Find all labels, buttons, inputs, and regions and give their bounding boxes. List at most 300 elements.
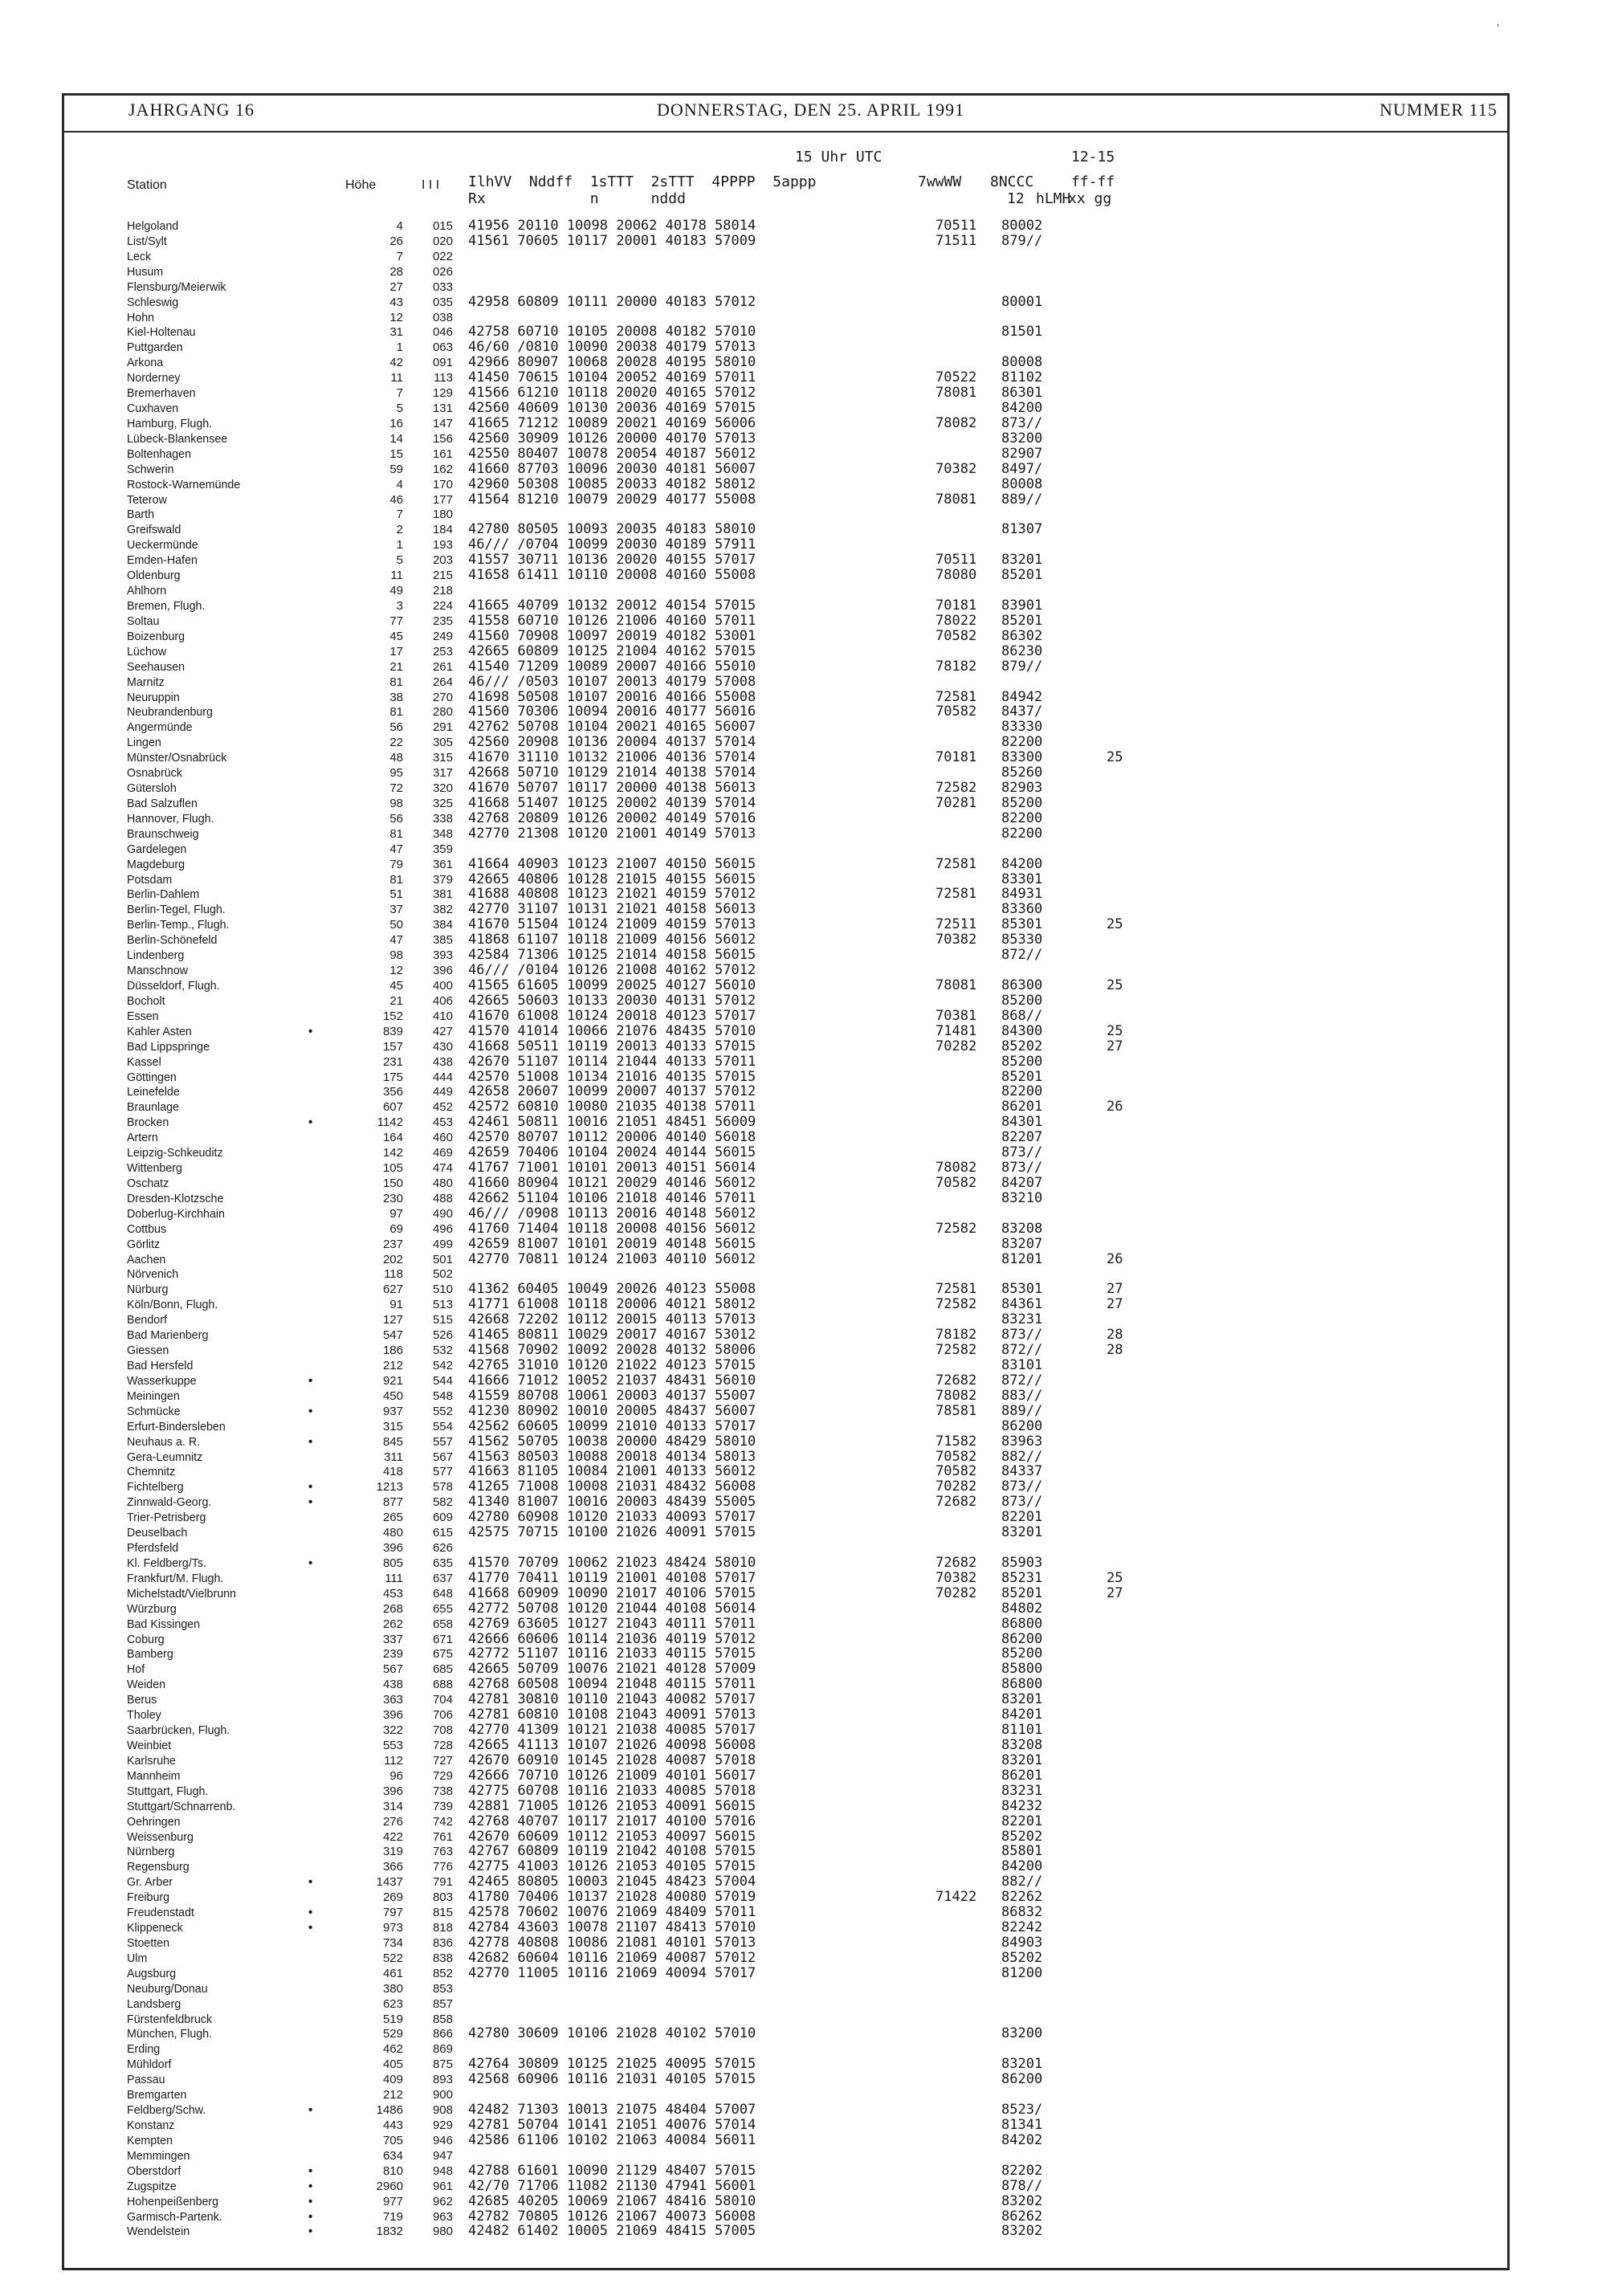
cell-syn: 41663 81105 10084 21001 40133 56012 bbox=[468, 1463, 756, 1480]
cell-id: 193 bbox=[432, 538, 453, 553]
cell-g8: 878// bbox=[1001, 2177, 1043, 2194]
cell-h: 81 bbox=[389, 872, 403, 887]
cell-g8: 82200 bbox=[1001, 810, 1043, 826]
table-row bbox=[0, 522, 1606, 537]
cell-name: Puttgarden bbox=[127, 341, 183, 355]
cell-g8: 83101 bbox=[1001, 1357, 1043, 1373]
table-row bbox=[0, 902, 1606, 917]
cell-name: Hannover, Flugh. bbox=[127, 811, 214, 826]
cell-name: Erfurt-Bindersleben bbox=[127, 1419, 226, 1433]
cell-id: 235 bbox=[432, 614, 453, 628]
cell-syn: 41563 80503 10088 20018 40134 58013 bbox=[468, 1448, 756, 1465]
cell-id: 264 bbox=[432, 675, 453, 689]
table-row bbox=[0, 1312, 1606, 1327]
table-row bbox=[0, 1115, 1606, 1130]
cell-g7: 78080 bbox=[935, 567, 977, 584]
cell-g7: 72582 bbox=[935, 1296, 977, 1313]
cell-syn: 41664 40903 10123 21007 40150 56015 bbox=[468, 855, 756, 872]
cell-syn: 41760 71404 10118 20008 40156 56012 bbox=[468, 1220, 756, 1237]
cell-g8: 81307 bbox=[1001, 521, 1043, 538]
table-row bbox=[0, 447, 1606, 462]
cell-h: 21 bbox=[389, 659, 403, 674]
cell-syn: 41562 50705 10038 20000 48429 58010 bbox=[468, 1433, 756, 1450]
cell-h: 1 bbox=[396, 341, 403, 355]
cell-h: 1 bbox=[396, 538, 403, 553]
table-row bbox=[0, 1920, 1606, 1935]
cell-id: 532 bbox=[432, 1344, 453, 1358]
cell-id: 161 bbox=[432, 447, 453, 461]
cell-id: 557 bbox=[432, 1434, 453, 1449]
cell-g8: 83201 bbox=[1001, 1752, 1043, 1768]
table-row bbox=[0, 1571, 1606, 1586]
cell-id: 727 bbox=[432, 1753, 453, 1768]
cell-ff: 27 bbox=[1107, 1296, 1123, 1313]
cell-id: 338 bbox=[432, 811, 453, 826]
cell-h: 877 bbox=[382, 1495, 403, 1510]
cell-name: Braunschweig bbox=[127, 826, 199, 841]
cell-g8: 83207 bbox=[1001, 1235, 1043, 1252]
table-row bbox=[0, 1707, 1606, 1723]
table-row bbox=[0, 264, 1606, 279]
cell-g8: 83202 bbox=[1001, 2223, 1043, 2240]
cell-ff: 28 bbox=[1107, 1327, 1123, 1344]
cell-name: Göttingen bbox=[127, 1070, 177, 1084]
cell-id: 671 bbox=[432, 1632, 453, 1646]
cell-id: 396 bbox=[432, 964, 453, 978]
cell-h: 547 bbox=[382, 1328, 403, 1343]
table-row bbox=[0, 1495, 1606, 1510]
cell-g7: 78081 bbox=[935, 977, 977, 993]
cell-g8: 83201 bbox=[1001, 2056, 1043, 2073]
table-row bbox=[0, 1753, 1606, 1768]
cell-syn: 42665 41113 10107 21026 40098 56008 bbox=[468, 1737, 756, 1753]
cell-id: 400 bbox=[432, 979, 453, 993]
cell-h: 12 bbox=[389, 310, 403, 324]
cell-h: 480 bbox=[382, 1526, 403, 1540]
cell-g8: 883// bbox=[1001, 1387, 1043, 1404]
cell-g7: 70381 bbox=[935, 1007, 977, 1024]
cell-id: 552 bbox=[432, 1404, 453, 1418]
cell-g8: 83231 bbox=[1001, 1782, 1043, 1799]
table-row bbox=[0, 2133, 1606, 2148]
cell-syn: 41561 70605 10117 20001 40183 57009 bbox=[468, 232, 756, 249]
table-row bbox=[0, 2148, 1606, 2163]
cell-name: Kl. Feldberg/Ts. bbox=[127, 1556, 207, 1570]
cell-syn: 41670 31110 10132 21006 40136 57014 bbox=[468, 749, 756, 766]
cell-g8: 82201 bbox=[1001, 1509, 1043, 1526]
cell-g8: 889// bbox=[1001, 1402, 1043, 1419]
cell-g8: 86301 bbox=[1001, 385, 1043, 402]
cell-name: Boizenburg bbox=[127, 629, 185, 643]
table-row bbox=[0, 781, 1606, 796]
table-row bbox=[0, 1054, 1606, 1070]
cell-h: 396 bbox=[382, 1708, 403, 1723]
cell-g8: 84942 bbox=[1001, 688, 1043, 705]
height-column-header: Höhe bbox=[345, 178, 377, 192]
cell-h: 26 bbox=[389, 234, 403, 248]
cell-h: 450 bbox=[382, 1389, 403, 1403]
cell-h: 276 bbox=[382, 1814, 403, 1829]
table-row bbox=[0, 978, 1606, 993]
table-row bbox=[0, 598, 1606, 614]
cell-name: Tholey bbox=[127, 1708, 161, 1723]
cell-name: Leipzig-Schkeuditz bbox=[127, 1146, 223, 1160]
cell-name: Bad Kissingen bbox=[127, 1617, 201, 1631]
cell-name: Ulm bbox=[127, 1951, 148, 1965]
cell-g8: 80002 bbox=[1001, 218, 1043, 234]
cell-id: 554 bbox=[432, 1419, 453, 1433]
cell-h: 409 bbox=[382, 2073, 403, 2087]
cell-h: 175 bbox=[382, 1070, 403, 1084]
cell-g8: 85201 bbox=[1001, 1584, 1043, 1601]
cell-name: Bocholt bbox=[127, 993, 165, 1008]
table-row bbox=[0, 629, 1606, 644]
cell-g8: 85903 bbox=[1001, 1554, 1043, 1571]
table-row bbox=[0, 1373, 1606, 1389]
cell-syn: 41230 80902 10010 20005 48437 56007 bbox=[468, 1402, 756, 1419]
cell-id: 544 bbox=[432, 1373, 453, 1388]
cell-syn: 41665 71212 10089 20021 40169 56006 bbox=[468, 414, 756, 431]
table-row bbox=[0, 887, 1606, 902]
table-row bbox=[0, 1434, 1606, 1450]
cell-id: 438 bbox=[432, 1054, 453, 1069]
cell-h: 212 bbox=[382, 1359, 403, 1372]
cell-h: 79 bbox=[389, 857, 403, 871]
cell-g8: 85301 bbox=[1001, 916, 1043, 933]
table-row bbox=[0, 1844, 1606, 1859]
cell-name: Gütersloh bbox=[127, 781, 177, 796]
cell-h: 5 bbox=[396, 553, 403, 568]
cell-name: Coburg bbox=[127, 1632, 165, 1646]
cell-h: 95 bbox=[389, 766, 403, 781]
cell-g7: 70522 bbox=[935, 369, 977, 386]
cell-syn: 41771 61008 10118 20006 40121 58012 bbox=[468, 1296, 756, 1313]
cell-id: 648 bbox=[432, 1586, 453, 1601]
cell-dot: • bbox=[308, 2163, 313, 2178]
cell-g8: 82207 bbox=[1001, 1129, 1043, 1146]
cell-dot: • bbox=[308, 1495, 313, 1510]
cell-g8: 82200 bbox=[1001, 734, 1043, 751]
cell-name: Zugspitze bbox=[127, 2179, 177, 2193]
table-row bbox=[0, 507, 1606, 522]
cell-dot: • bbox=[308, 1480, 313, 1495]
table-row bbox=[0, 568, 1606, 583]
cell-h: 567 bbox=[382, 1662, 403, 1677]
cell-syn: 42685 40205 10069 21067 48416 58010 bbox=[468, 2192, 756, 2209]
cell-h: 50 bbox=[389, 918, 403, 932]
cell-h: 405 bbox=[382, 2057, 403, 2072]
cell-id: 026 bbox=[432, 264, 453, 279]
cell-g7: 70582 bbox=[935, 1174, 977, 1191]
cell-g8: 85801 bbox=[1001, 1843, 1043, 1860]
cell-g8: 80008 bbox=[1001, 475, 1043, 492]
cell-g7: 70282 bbox=[935, 1584, 977, 1601]
cell-syn: 41670 50707 10117 20000 40138 56013 bbox=[468, 780, 756, 797]
cell-id: 499 bbox=[432, 1237, 453, 1251]
table-row bbox=[0, 1084, 1606, 1099]
table-row bbox=[0, 1358, 1606, 1373]
cell-h: 157 bbox=[382, 1039, 403, 1054]
table-row bbox=[0, 2072, 1606, 2087]
cell-id: 866 bbox=[432, 2027, 453, 2041]
cell-id: 838 bbox=[432, 1951, 453, 1965]
cell-h: 12 bbox=[389, 964, 403, 978]
cell-syn: 42586 61106 10102 21063 40084 56011 bbox=[468, 2131, 756, 2148]
cell-h: 45 bbox=[389, 979, 403, 993]
cell-h: 56 bbox=[389, 720, 403, 735]
cell-id: 033 bbox=[432, 279, 453, 294]
cell-g8: 85201 bbox=[1001, 612, 1043, 629]
table-row bbox=[0, 1601, 1606, 1617]
cell-g8: 86230 bbox=[1001, 642, 1043, 659]
cell-id: 615 bbox=[432, 1526, 453, 1540]
cell-syn: 42560 20908 10136 20004 40137 57014 bbox=[468, 734, 756, 751]
table-row bbox=[0, 1692, 1606, 1707]
cell-name: Konstanz bbox=[127, 2119, 175, 2132]
cell-h: 43 bbox=[389, 295, 403, 309]
cloud-group-header: 8NCCC bbox=[990, 173, 1034, 190]
cell-name: München, Flugh. bbox=[127, 2027, 213, 2041]
cell-syn: 42465 80805 10003 21045 48423 57004 bbox=[468, 1874, 756, 1890]
cell-g8: 84201 bbox=[1001, 1707, 1043, 1723]
cell-syn: 42665 50603 10133 20030 40131 57012 bbox=[468, 992, 756, 1009]
cell-h: 453 bbox=[382, 1586, 403, 1601]
cell-id: 708 bbox=[432, 1723, 453, 1738]
cell-dot: • bbox=[308, 1556, 313, 1570]
cell-name: Lindenberg bbox=[127, 948, 185, 963]
cell-h: 311 bbox=[384, 1450, 403, 1464]
cell-name: Berlin-Dahlem bbox=[127, 887, 200, 902]
cell-h: 56 bbox=[389, 811, 403, 826]
cell-name: Hamburg, Flugh. bbox=[127, 416, 213, 430]
cell-h: 77 bbox=[389, 614, 403, 628]
cell-h: 705 bbox=[382, 2133, 403, 2147]
cell-syn: 42960 50308 10085 20033 40182 58012 bbox=[468, 475, 756, 492]
cell-name: Lüchow bbox=[127, 644, 167, 659]
table-row bbox=[0, 826, 1606, 842]
cell-h: 2960 bbox=[376, 2179, 403, 2193]
cell-id: 382 bbox=[432, 903, 453, 917]
cell-g8: 86262 bbox=[1001, 2208, 1043, 2225]
table-row bbox=[0, 1677, 1606, 1692]
cell-name: Neuruppin bbox=[127, 690, 180, 704]
cell-id: 776 bbox=[432, 1860, 453, 1874]
cell-g8: 85200 bbox=[1001, 1053, 1043, 1070]
table-row bbox=[0, 1890, 1606, 1905]
cell-syn: 46/// /0908 10113 20016 40148 56012 bbox=[468, 1205, 756, 1221]
cell-syn: 41559 80708 10061 20003 40137 55007 bbox=[468, 1387, 756, 1404]
cell-dot: • bbox=[308, 2103, 313, 2118]
cell-ff: 25 bbox=[1107, 1022, 1123, 1039]
cell-h: 810 bbox=[382, 2163, 403, 2178]
cell-id: 900 bbox=[432, 2088, 453, 2102]
cell-g8: 82242 bbox=[1001, 1919, 1043, 1936]
table-row bbox=[0, 932, 1606, 948]
cell-id: 858 bbox=[432, 2012, 453, 2026]
cell-id: 948 bbox=[432, 2163, 453, 2178]
cell-h: 237 bbox=[382, 1237, 403, 1251]
cell-g8: 83201 bbox=[1001, 1524, 1043, 1541]
table-row bbox=[0, 385, 1606, 401]
cell-name: Cuxhaven bbox=[127, 402, 179, 416]
cell-h: 14 bbox=[389, 431, 403, 446]
cell-syn: 42670 60609 10112 21053 40097 56015 bbox=[468, 1828, 756, 1845]
cell-name: Schmücke bbox=[127, 1404, 181, 1418]
cell-syn: 42665 50709 10076 21021 40128 57009 bbox=[468, 1661, 756, 1678]
cell-h: 734 bbox=[382, 1935, 403, 1950]
cell-h: 607 bbox=[382, 1100, 403, 1115]
cell-id: 162 bbox=[432, 462, 453, 476]
cell-g8: 868// bbox=[1001, 1007, 1043, 1024]
cell-id: 815 bbox=[432, 1906, 453, 1920]
cell-id: 852 bbox=[432, 1966, 453, 1980]
cell-name: Artern bbox=[127, 1131, 158, 1145]
cell-syn: 41658 61411 10110 20008 40160 55008 bbox=[468, 567, 756, 584]
cell-h: 396 bbox=[382, 1541, 403, 1556]
cell-id: 513 bbox=[432, 1298, 453, 1312]
cell-h: 553 bbox=[382, 1739, 403, 1752]
cell-id: 946 bbox=[432, 2133, 453, 2147]
cell-g7: 72511 bbox=[935, 916, 977, 933]
table-row bbox=[0, 1784, 1606, 1799]
cell-name: Köln/Bonn, Flugh. bbox=[127, 1298, 218, 1312]
cell-id: 637 bbox=[432, 1571, 453, 1585]
cell-name: Karlsruhe bbox=[127, 1753, 176, 1768]
cell-g7: 72581 bbox=[935, 886, 977, 903]
cell-ff: 27 bbox=[1107, 1584, 1123, 1601]
cell-ff: 25 bbox=[1107, 1569, 1123, 1586]
cell-h: 797 bbox=[382, 1906, 403, 1920]
cell-id: 147 bbox=[432, 416, 453, 430]
cell-h: 977 bbox=[382, 2194, 403, 2208]
cell-syn: 42568 60906 10116 21031 40105 57015 bbox=[468, 2071, 756, 2088]
table-row bbox=[0, 1996, 1606, 2012]
cell-id: 361 bbox=[432, 857, 453, 871]
cell-h: 265 bbox=[382, 1511, 403, 1525]
cell-id: 261 bbox=[432, 659, 453, 674]
cell-syn: 41568 70902 10092 20028 40132 58006 bbox=[468, 1342, 756, 1359]
cell-h: 16 bbox=[389, 416, 403, 430]
table-row bbox=[0, 1206, 1606, 1221]
table-row bbox=[0, 675, 1606, 690]
cell-g7: 70582 bbox=[935, 1463, 977, 1480]
cell-g8: 86201 bbox=[1001, 1767, 1043, 1784]
cell-name: Aachen bbox=[127, 1252, 166, 1266]
cell-g8: 83300 bbox=[1001, 749, 1043, 766]
cell-syn: 41564 81210 10079 20029 40177 55008 bbox=[468, 491, 756, 508]
cell-id: 035 bbox=[432, 295, 453, 309]
cell-name: Trier-Petrisberg bbox=[127, 1511, 206, 1525]
cell-syn: 41868 61107 10118 21009 40156 56012 bbox=[468, 932, 756, 948]
cell-g8: 81102 bbox=[1001, 369, 1043, 386]
cell-name: Ueckermünde bbox=[127, 538, 198, 553]
cell-h: 4 bbox=[396, 477, 403, 491]
cell-syn: 42769 63605 10127 21043 40111 57011 bbox=[468, 1615, 756, 1632]
cell-h: 96 bbox=[389, 1768, 403, 1783]
cell-name: Flensburg/Meierwik bbox=[127, 279, 226, 294]
cell-name: Rostock-Warnemünde bbox=[127, 477, 241, 491]
cell-ff: 26 bbox=[1107, 1099, 1123, 1115]
cell-syn: 41688 40808 10123 21021 40159 57012 bbox=[468, 886, 756, 903]
cell-name: Oschatz bbox=[127, 1176, 169, 1190]
cell-name: Neuhaus a. R. bbox=[127, 1434, 201, 1449]
gust-column-subheader: xx gg bbox=[1068, 190, 1112, 207]
table-row bbox=[0, 1024, 1606, 1039]
cell-h: 337 bbox=[382, 1632, 403, 1646]
cell-syn: 42482 61402 10005 21069 48415 57005 bbox=[468, 2223, 756, 2240]
cell-id: 381 bbox=[432, 887, 453, 902]
cell-g8: 86201 bbox=[1001, 1099, 1043, 1115]
cell-g8: 81101 bbox=[1001, 1722, 1043, 1739]
cell-g8: 83201 bbox=[1001, 552, 1043, 569]
cell-id: 526 bbox=[432, 1328, 453, 1343]
cloud-group-subheader: hLMH bbox=[1036, 190, 1071, 207]
cell-id: 577 bbox=[432, 1465, 453, 1479]
cell-syn: 42550 80407 10078 20054 40187 56012 bbox=[468, 445, 756, 462]
cell-id: 729 bbox=[432, 1768, 453, 1783]
table-row bbox=[0, 1768, 1606, 1784]
cell-g8: 83200 bbox=[1001, 430, 1043, 447]
cell-h: 380 bbox=[382, 1981, 403, 1996]
cell-g8: 80008 bbox=[1001, 354, 1043, 371]
cell-syn: 42/70 71706 11082 21130 47941 56001 bbox=[468, 2177, 756, 2194]
cell-syn: 42775 60708 10116 21033 40085 57018 bbox=[468, 1782, 756, 1799]
cell-id: 578 bbox=[432, 1480, 453, 1495]
cell-name: Hof bbox=[127, 1662, 145, 1677]
cell-name: Berlin-Tegel, Flugh. bbox=[127, 903, 226, 917]
cell-name: Oehringen bbox=[127, 1814, 181, 1829]
cell-h: 72 bbox=[389, 781, 403, 796]
cell-g8: 84301 bbox=[1001, 1114, 1043, 1131]
cell-h: 529 bbox=[382, 2027, 403, 2041]
cell-id: 113 bbox=[434, 371, 453, 385]
cell-g8: 882// bbox=[1001, 1874, 1043, 1890]
cell-id: 046 bbox=[432, 325, 453, 340]
cell-id: 410 bbox=[432, 1009, 453, 1023]
cell-id: 406 bbox=[432, 993, 453, 1008]
table-row bbox=[0, 1951, 1606, 1966]
table-row bbox=[0, 324, 1606, 340]
cell-g8: 82262 bbox=[1001, 1889, 1043, 1906]
cell-name: Lingen bbox=[127, 736, 161, 750]
cell-h: 127 bbox=[382, 1313, 403, 1327]
cell-g8: 85800 bbox=[1001, 1661, 1043, 1678]
table-row bbox=[0, 2102, 1606, 2118]
cell-g8: 85200 bbox=[1001, 794, 1043, 811]
cell-g8: 83301 bbox=[1001, 871, 1043, 887]
cell-h: 11 bbox=[390, 371, 403, 385]
cell-id: 430 bbox=[432, 1039, 453, 1054]
table-row bbox=[0, 720, 1606, 735]
cell-id: 253 bbox=[432, 644, 453, 659]
cell-name: Barth bbox=[127, 508, 155, 522]
cell-id: 063 bbox=[432, 341, 453, 355]
cell-id: 203 bbox=[432, 553, 453, 568]
cell-syn: 42668 72202 10112 20015 40113 57013 bbox=[468, 1311, 756, 1328]
cell-g7: 70181 bbox=[935, 597, 977, 614]
cell-syn: 41698 50508 10107 20016 40166 55008 bbox=[468, 688, 756, 705]
cell-syn: 46/// /0104 10126 21008 40162 57012 bbox=[468, 962, 756, 979]
table-row bbox=[0, 431, 1606, 447]
cell-name: Kassel bbox=[127, 1054, 161, 1069]
cell-g8: 872// bbox=[1001, 1372, 1043, 1389]
table-row bbox=[0, 917, 1606, 932]
cell-g8: 82907 bbox=[1001, 445, 1043, 462]
cell-id: 929 bbox=[432, 2119, 453, 2132]
cell-syn: 41566 61210 10118 20020 40165 57012 bbox=[468, 385, 756, 402]
cell-id: 761 bbox=[432, 1829, 453, 1844]
station-id-column-header: I I I bbox=[422, 178, 440, 192]
